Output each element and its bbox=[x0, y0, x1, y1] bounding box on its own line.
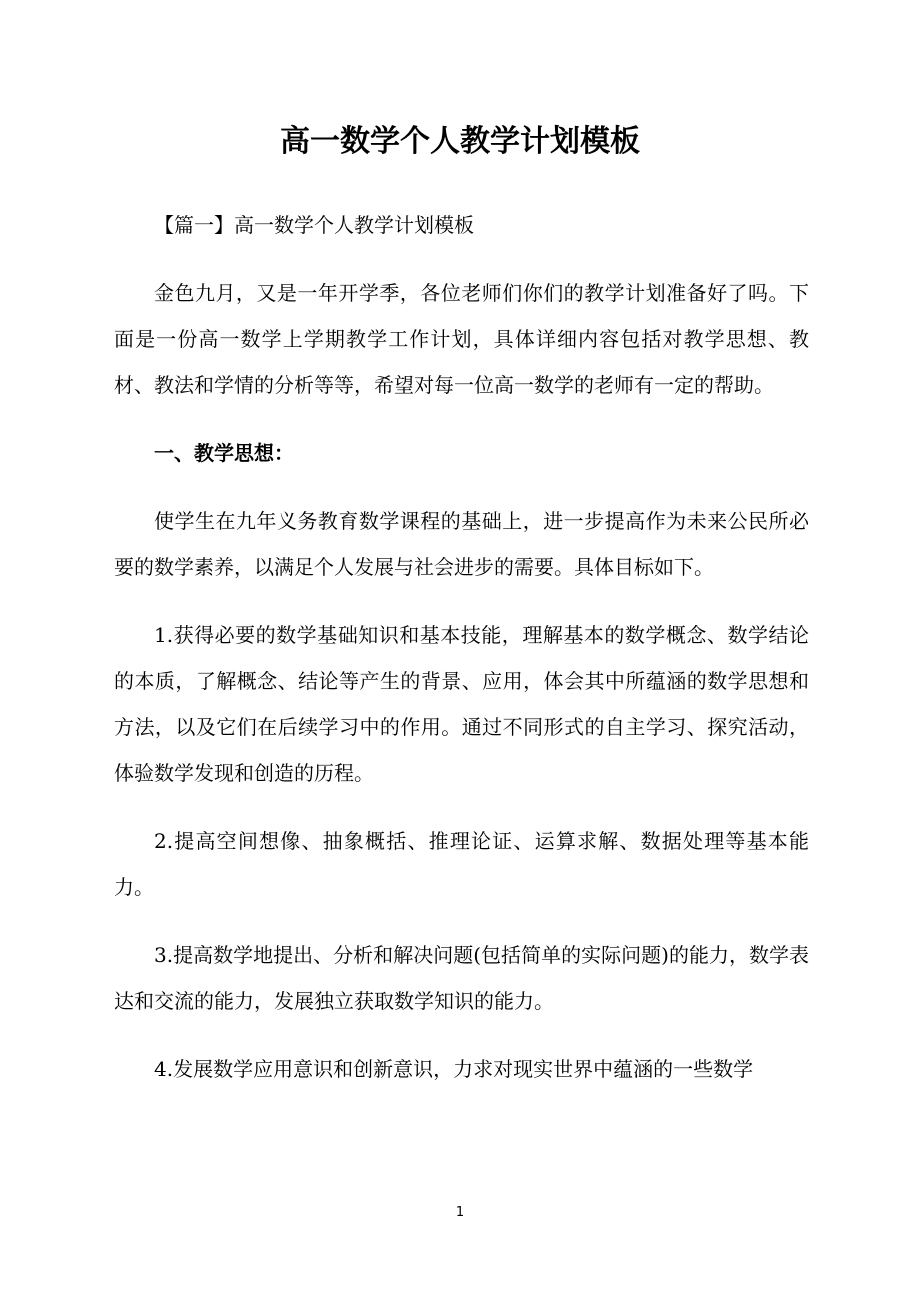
goal-paragraph: 使学生在九年义务教育数学课程的基础上，进一步提高作为未来公民所必要的数学素养，以满足个人发展与社会进步的需要。具体目标如下。 bbox=[114, 509, 809, 579]
section-heading-teaching-philosophy: 一、教学思想： bbox=[154, 441, 294, 465]
document-body bbox=[114, 200, 809, 1114]
list-item-1: 1.获得必要的数学基础知识和基本技能，理解基本的数学概念、数学结论的本质，了解概念、结论等产生的背景、应用，体会其中所蕴涵的数学思想和方法，以及它们在后续学习中的作用。通过不同形式的自主学习、探究活动，体验数学发现和创造的历程。 bbox=[114, 623, 809, 785]
page-number: 1 bbox=[455, 1205, 465, 1220]
list-item-2: 2.提高空间想像、抽象概括、推理论证、运算求解、数据处理等基本能力。 bbox=[114, 829, 809, 899]
page-title: 高一数学个人教学计划模板 bbox=[280, 124, 640, 159]
list-item-4: 4.发展数学应用意识和创新意识，力求对现实世界中蕴涵的一些数学 bbox=[154, 1057, 754, 1081]
list-item-3: 3.提高数学地提出、分析和解决问题(包括简单的实际问题)的能力，数学表达和交流的能力，发展独立获取数学知识的能力。 bbox=[114, 943, 809, 1013]
section-label: 【篇一】高一数学个人教学计划模板 bbox=[154, 213, 474, 237]
intro-paragraph: 金色九月，又是一年开学季，各位老师们你们的教学计划准备好了吗。下面是一份高一数学上学期教学工作计划，具体详细内容包括对教学思想、教材、教法和学情的分析等等，希望对每一位高一数学的老师有一定的帮助。 bbox=[114, 281, 809, 397]
